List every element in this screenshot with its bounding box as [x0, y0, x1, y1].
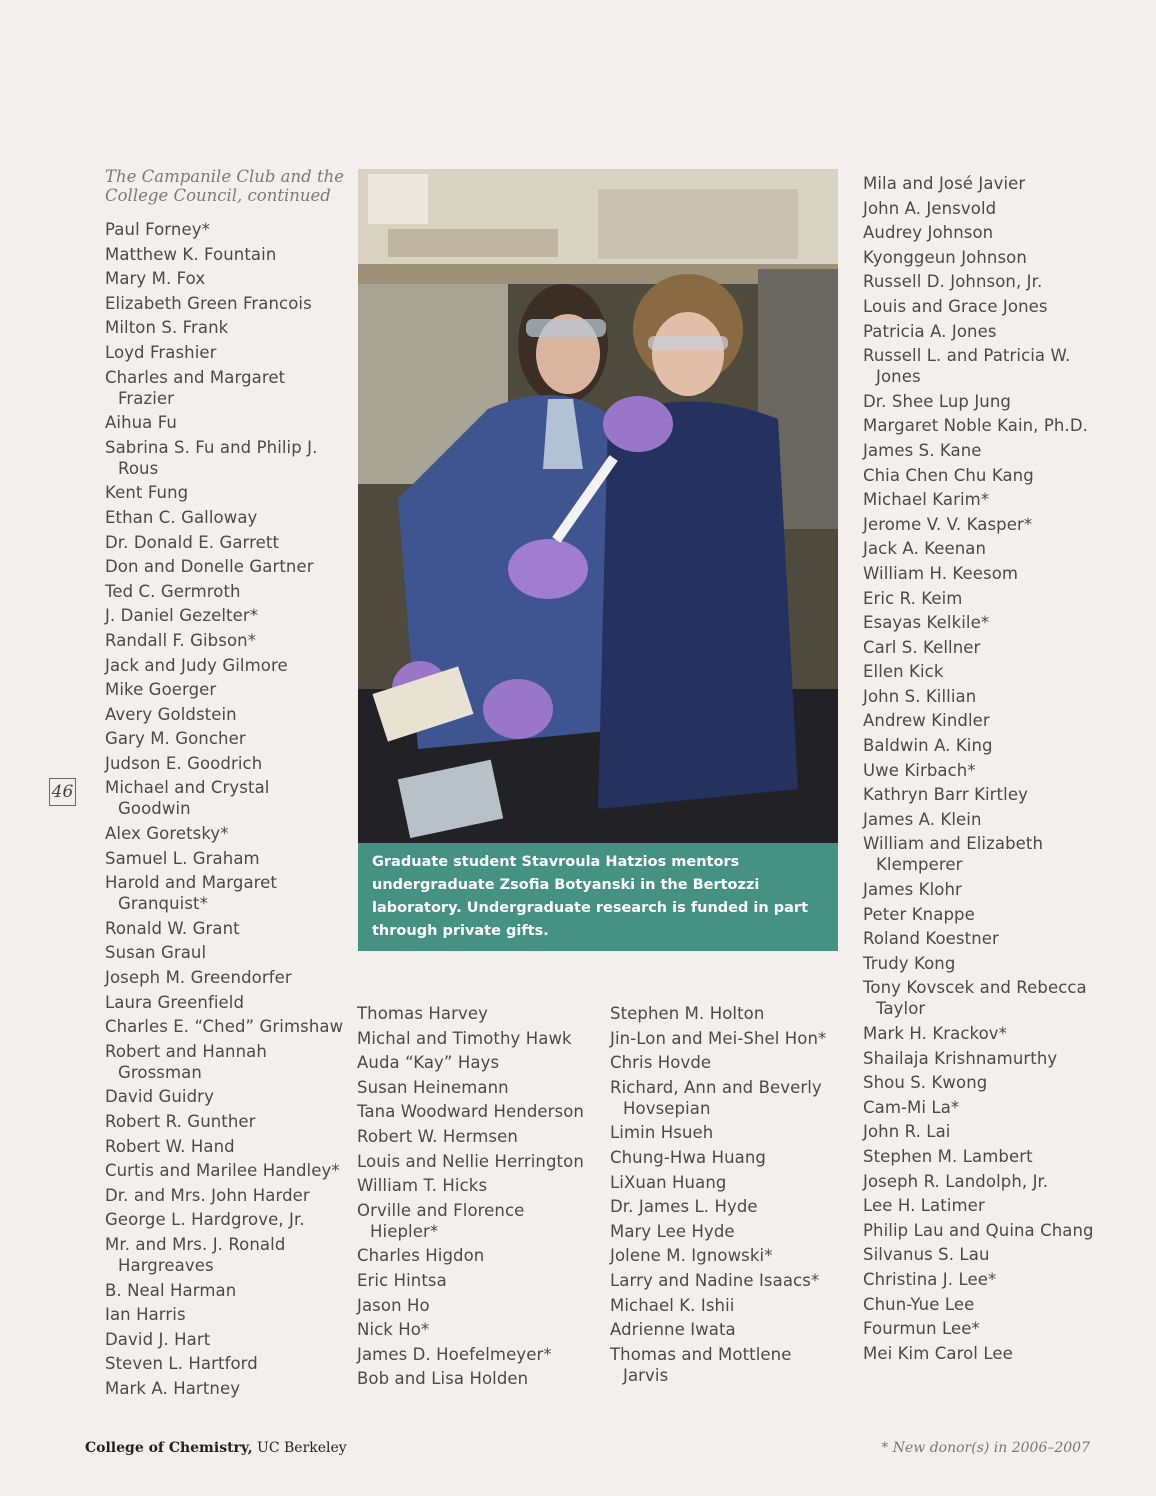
donor-name: Robert R. Gunther — [105, 1112, 256, 1131]
donor-name: Richard, Ann and Beverly Hovsepian — [610, 1077, 822, 1118]
donor-name: Judson E. Goodrich — [105, 753, 263, 773]
donor-name: William H. Keesom — [863, 563, 1019, 583]
donor-name: Peter Knappe — [863, 904, 975, 924]
donor-name: Charles and Margaret Frazier — [105, 367, 286, 408]
donor-column-3 — [610, 1003, 842, 1389]
donor-name: Steven L. Hartford — [105, 1354, 258, 1374]
donor-name: Christina J. Lee* — [863, 1269, 997, 1289]
donor-name: Milton S. Frank — [105, 318, 229, 338]
donor-name: Tony Kovscek and Rebecca Taylor — [863, 978, 1087, 1019]
donor-name: Paul Forney* — [105, 220, 210, 239]
donor-name: Roland Koestner — [863, 929, 999, 949]
donor-name: Ted C. Germroth — [105, 581, 241, 601]
footer-new-donor-note: * New donor(s) in 2006–2007 — [881, 1440, 1090, 1456]
donor-name: Chris Hovde — [610, 1053, 712, 1073]
donor-name: Ethan C. Galloway — [105, 507, 258, 527]
donor-name: Dr. Shee Lup Jung — [863, 391, 1011, 411]
donor-name: Cam-Mi La* — [863, 1097, 960, 1117]
donor-name: Harold and Margaret Granquist* — [105, 873, 277, 914]
donor-name: Ian Harris — [105, 1305, 186, 1325]
section-continued-heading: The Campanile Club and the College Council, continued — [105, 167, 344, 205]
donor-name: Gary M. Goncher — [105, 729, 246, 749]
donor-name: Jack and Judy Gilmore — [105, 655, 288, 675]
donor-name: Lee H. Latimer — [863, 1196, 985, 1216]
donor-name: Mr. and Mrs. J. Ronald Hargreaves — [105, 1234, 286, 1275]
donor-name: Don and Donelle Gartner — [105, 557, 314, 577]
donor-name: J. Daniel Gezelter* — [105, 606, 259, 626]
donor-name: Bob and Lisa Holden — [357, 1369, 529, 1389]
donor-name: Jack A. Keenan — [863, 539, 987, 559]
donor-name: Mark A. Hartney — [105, 1378, 241, 1398]
donor-name: B. Neal Harman — [105, 1280, 237, 1300]
donor-list — [610, 1003, 842, 1386]
donor-name: Fourmun Lee* — [863, 1319, 980, 1339]
donor-name: Mary Lee Hyde — [610, 1221, 735, 1241]
footer-institution — [85, 1440, 347, 1456]
donor-name: Charles Higdon — [357, 1246, 485, 1266]
photo-caption: Graduate student Stavroula Hatzios mentors undergraduate Zsofia Botyanski in the Bertozzi laboratory. Undergraduate research is funded in part through private gifts. — [358, 843, 838, 951]
donor-name: Larry and Nadine Isaacs* — [610, 1270, 820, 1290]
donor-list — [357, 1003, 597, 1389]
donor-name: Eric Hintsa — [357, 1270, 447, 1290]
donor-name: Loyd Frashier — [105, 342, 217, 362]
donor-name: Louis and Grace Jones — [863, 296, 1048, 316]
donor-list — [105, 219, 345, 1399]
donor-name: Carl S. Kellner — [863, 637, 981, 657]
donor-name: Shou S. Kwong — [863, 1073, 988, 1093]
donor-name: Susan Heinemann — [357, 1077, 509, 1097]
page-number: 46 — [49, 778, 76, 806]
donor-name: Elizabeth Green Francois — [105, 293, 312, 313]
donor-name: Mark H. Krackov* — [863, 1024, 1008, 1043]
donor-name: Audrey Johnson — [863, 223, 994, 243]
donor-name: Michael and Crystal Goodwin — [105, 778, 270, 819]
donor-name: Philip Lau and Quina Chang — [863, 1220, 1094, 1240]
donor-name: Robert W. Hand — [105, 1136, 235, 1156]
donor-name: Dr. and Mrs. John Harder — [105, 1185, 310, 1205]
donor-name: Jin-Lon and Mei-Shel Hon* — [610, 1028, 827, 1048]
donor-name: Andrew Kindler — [863, 711, 990, 731]
donor-name: Esayas Kelkile* — [863, 613, 990, 633]
donor-name: Stephen M. Lambert — [863, 1146, 1033, 1166]
donor-name: James D. Hoefelmeyer* — [357, 1344, 552, 1364]
donor-name: Kent Fung — [105, 483, 189, 503]
donor-name: Adrienne Iwata — [610, 1320, 736, 1340]
donor-name: Tana Woodward Henderson — [357, 1102, 584, 1122]
donor-name: Robert W. Hermsen — [357, 1126, 518, 1146]
donor-name: David J. Hart — [105, 1329, 211, 1349]
donor-name: George L. Hardgrove, Jr. — [105, 1210, 305, 1230]
donor-name: Alex Goretsky* — [105, 824, 229, 844]
donor-name: Chia Chen Chu Kang — [863, 465, 1034, 485]
donor-name: Curtis and Marilee Handley* — [105, 1161, 340, 1181]
donor-name: Susan Graul — [105, 943, 207, 963]
donor-name: Mike Goerger — [105, 680, 217, 700]
donor-name: Avery Goldstein — [105, 704, 237, 724]
donor-name: Robert and Hannah Grossman — [105, 1041, 267, 1082]
donor-name: James Klohr — [863, 880, 962, 900]
footer-college: College of Chemistry, — [85, 1440, 253, 1456]
donor-name: William and Elizabeth Klemperer — [863, 834, 1044, 875]
donor-name: Jolene M. Ignowski* — [610, 1246, 773, 1266]
donor-column-4 — [863, 173, 1101, 1367]
donor-name: Jerome V. V. Kasper* — [863, 514, 1033, 534]
donor-name: Chung-Hwa Huang — [610, 1147, 766, 1167]
donor-column-2 — [357, 1003, 597, 1393]
donor-name: Joseph R. Landolph, Jr. — [863, 1171, 1049, 1191]
donor-name: Joseph M. Greendorfer — [105, 968, 292, 988]
donor-name: John S. Killian — [863, 686, 977, 706]
donor-name: Kyonggeun Johnson — [863, 247, 1027, 267]
donor-name: Chun-Yue Lee — [863, 1294, 975, 1314]
donor-name: Limin Hsueh — [610, 1123, 714, 1143]
donor-list — [863, 173, 1101, 1364]
donor-name: Dr. James L. Hyde — [610, 1197, 758, 1217]
donor-name: Mila and José Javier — [863, 174, 1026, 193]
donor-name: Aihua Fu — [105, 413, 177, 433]
donor-name: John R. Lai — [863, 1122, 951, 1142]
donor-name: Charles E. “Ched” Grimshaw — [105, 1017, 344, 1037]
donor-name: Patricia A. Jones — [863, 321, 997, 341]
donor-name: Dr. Donald E. Garrett — [105, 532, 280, 552]
donor-name: Trudy Kong — [863, 953, 956, 973]
donor-name: Shailaja Krishnamurthy — [863, 1048, 1058, 1068]
donor-name: Michael Karim* — [863, 490, 990, 510]
lab-photo — [358, 169, 838, 843]
donor-name: Eric R. Keim — [863, 588, 963, 608]
donor-name: Auda “Kay” Hays — [357, 1053, 500, 1073]
donor-name: Michal and Timothy Hawk — [357, 1028, 572, 1048]
footer-university: UC Berkeley — [257, 1440, 347, 1456]
donor-name: Russell L. and Patricia W. Jones — [863, 346, 1071, 387]
donor-name: Randall F. Gibson* — [105, 630, 257, 650]
donor-name: John A. Jensvold — [863, 198, 997, 218]
donor-name: Michael K. Ishii — [610, 1295, 735, 1315]
donor-name: Jason Ho — [357, 1295, 430, 1315]
donor-name: Thomas Harvey — [357, 1004, 488, 1023]
donor-name: Sabrina S. Fu and Philip J. Rous — [105, 437, 318, 478]
donor-name: William T. Hicks — [357, 1176, 488, 1196]
donor-name: Silvanus S. Lau — [863, 1245, 990, 1265]
donor-column-1 — [105, 167, 345, 1403]
donor-name: Uwe Kirbach* — [863, 760, 976, 780]
donor-name: James A. Klein — [863, 809, 982, 829]
donor-name: Samuel L. Graham — [105, 848, 260, 868]
donor-name: Baldwin A. King — [863, 736, 993, 756]
donor-name: Ronald W. Grant — [105, 918, 240, 938]
donor-name: Mei Kim Carol Lee — [863, 1343, 1013, 1363]
donor-name: Nick Ho* — [357, 1320, 430, 1340]
donor-name: Ellen Kick — [863, 662, 944, 682]
donor-name: Thomas and Mottlene Jarvis — [610, 1344, 792, 1385]
donor-name: Margaret Noble Kain, Ph.D. — [863, 416, 1088, 436]
donor-name: Mary M. Fox — [105, 269, 206, 289]
donor-name: Matthew K. Fountain — [105, 244, 277, 264]
donor-name: Kathryn Barr Kirtley — [863, 785, 1028, 805]
donor-name: Orville and Florence Hiepler* — [357, 1200, 525, 1241]
donor-name: James S. Kane — [863, 440, 982, 460]
donor-name: Laura Greenfield — [105, 992, 245, 1012]
donor-name: Stephen M. Holton — [610, 1004, 765, 1023]
donor-name: Louis and Nellie Herrington — [357, 1151, 584, 1171]
donor-name: LiXuan Huang — [610, 1172, 727, 1192]
donor-name: Russell D. Johnson, Jr. — [863, 272, 1043, 292]
donor-name: David Guidry — [105, 1087, 214, 1107]
